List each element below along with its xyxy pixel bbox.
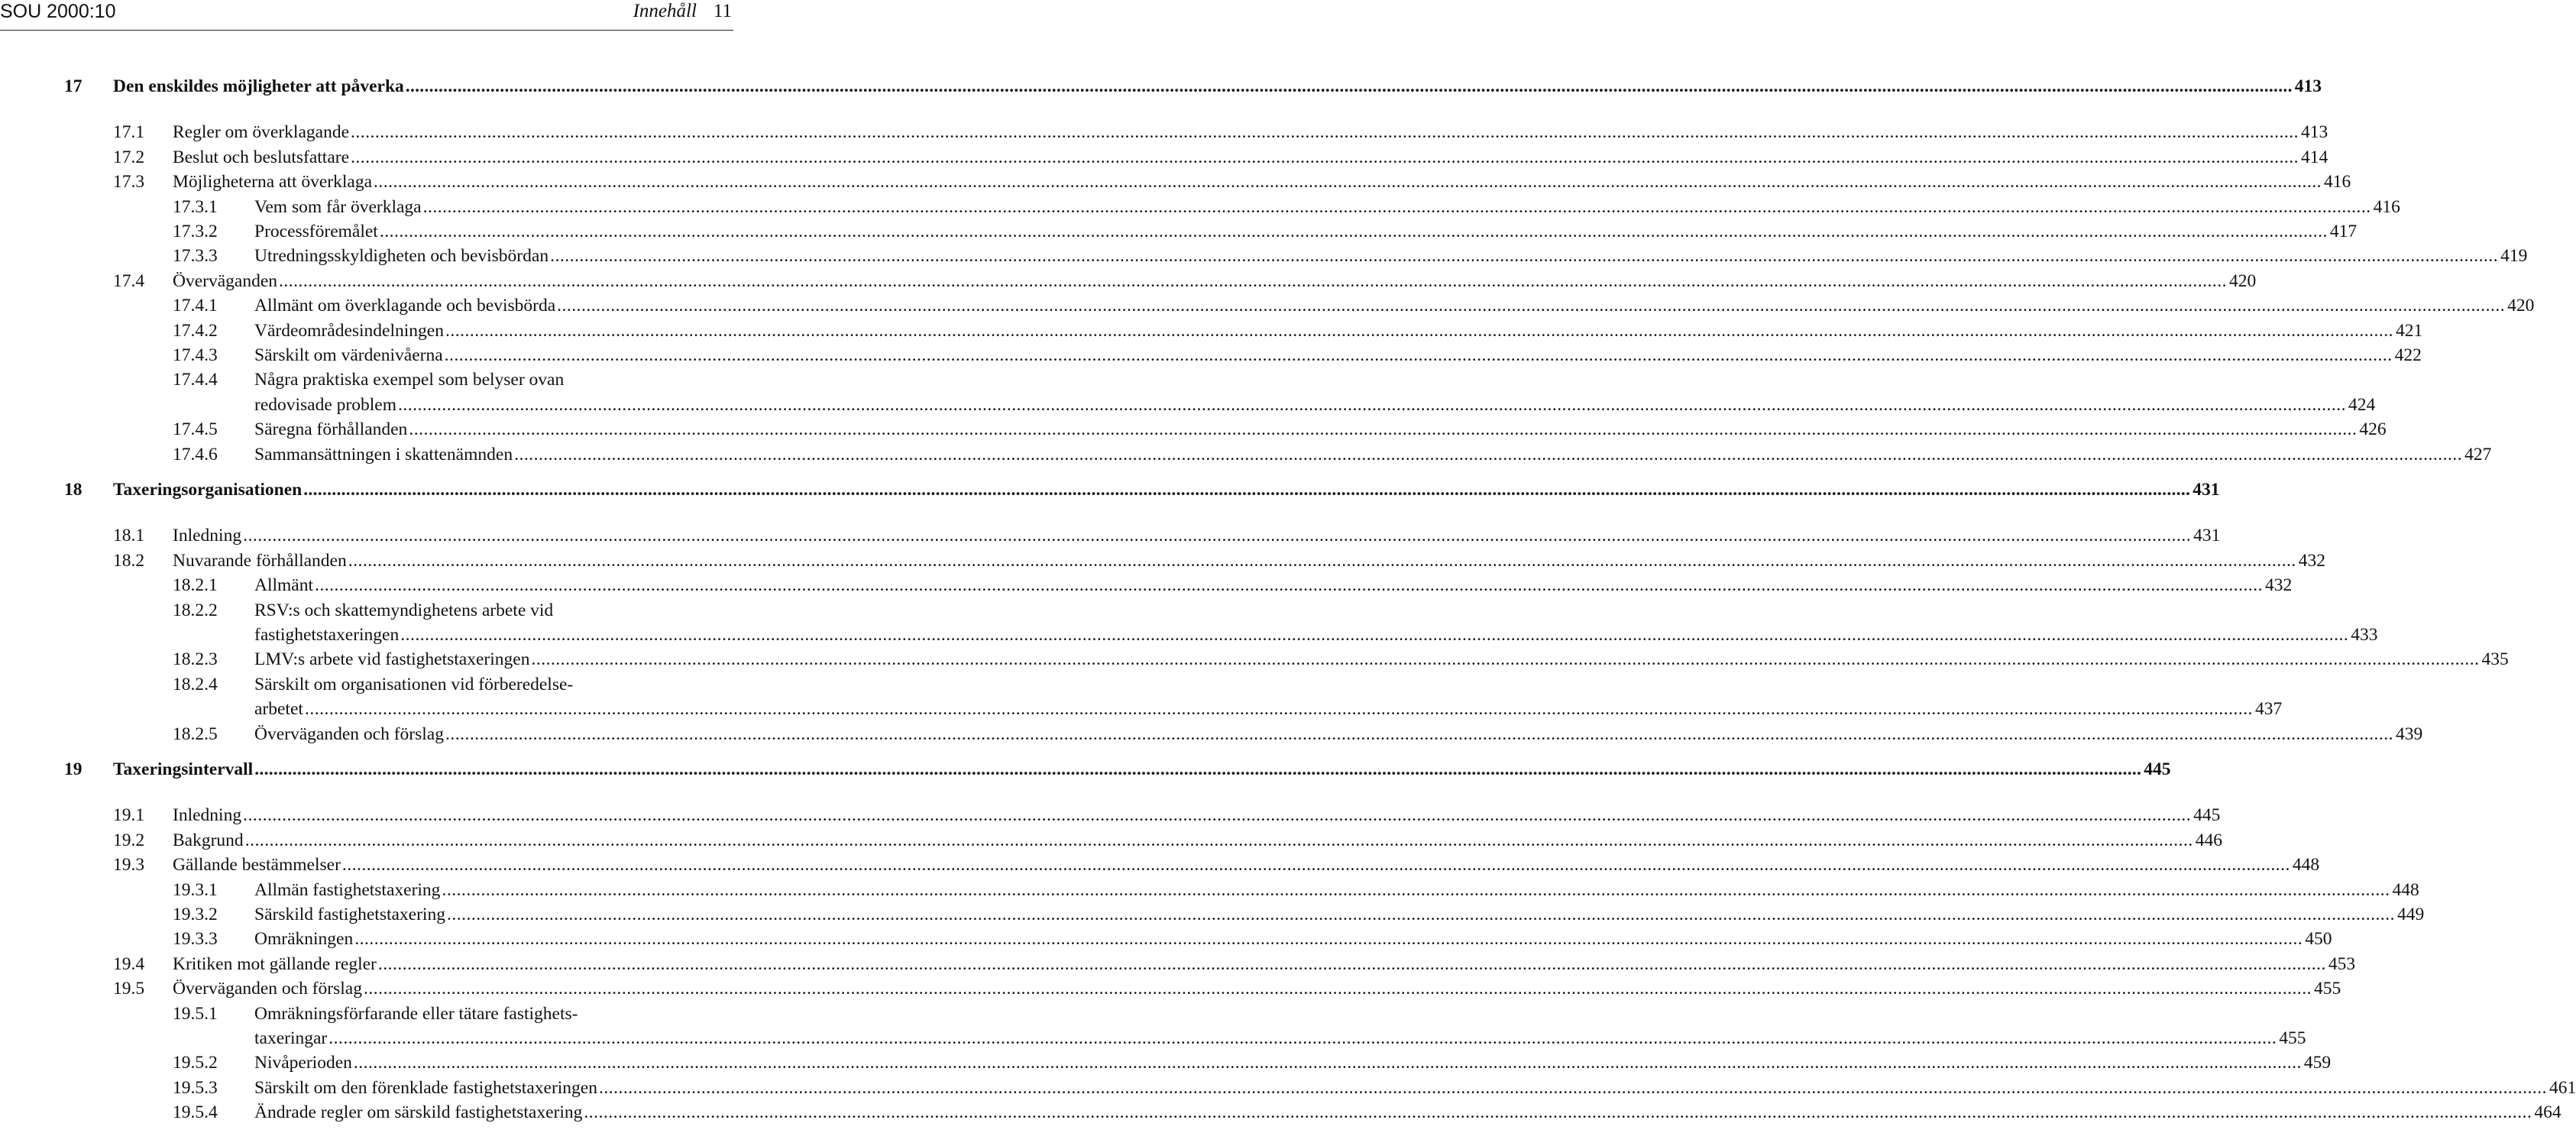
toc-entry-page: 453 (2328, 953, 2356, 974)
toc-entry (0, 368, 733, 391)
toc-entry-number: 17.3.2 (173, 222, 218, 241)
toc-entry (0, 648, 2509, 671)
toc-entry-number: 19.5.3 (173, 1077, 218, 1098)
toc-entry-page: 432 (2298, 550, 2325, 571)
toc-entry-continuation (0, 623, 2378, 646)
toc-entry (0, 220, 2358, 243)
toc-entry-page: 446 (2195, 830, 2222, 850)
dot-leader: ................................................................................................................................................................................................................................................................................................................................................................................................................ (374, 172, 2322, 193)
dot-leader: ................................................................................................................................................................................................................................................................................................................................................................................................................ (444, 345, 2393, 365)
toc-entry-title: Särskilt om organisationen vid förberedelse- (254, 674, 574, 694)
toc-entry-title: Allmänt (254, 575, 314, 596)
toc-entry-title: Sammansättningen i skattenämnden (254, 444, 513, 465)
toc-entry-title: RSV:s och skattemyndighetens arbete vid (254, 600, 554, 620)
toc-entry-number: 17 (64, 76, 83, 96)
toc-entry-number: 17.4.1 (173, 296, 218, 316)
toc-entry-page: 431 (2193, 480, 2220, 500)
toc-entry-title: Beslut och beslutsfattare (173, 147, 350, 167)
toc-entry-number: 19.3 (113, 855, 145, 876)
toc-entry (0, 853, 2320, 876)
toc-entry-number: 17.4.2 (173, 320, 218, 341)
toc-entry-number: 17.4 (113, 270, 145, 291)
toc-entry-number: 19.4 (113, 953, 145, 974)
toc-entry-title: Nuvarande förhållanden (173, 550, 347, 571)
toc-entry-title: LMV:s arbete vid fastighetstaxeringen (254, 649, 530, 670)
toc-entry (0, 1076, 2576, 1099)
dot-leader: ................................................................................................................................................................................................................................................................................................................................................................................................................ (243, 805, 2192, 826)
toc-entry (0, 879, 2419, 902)
toc-entry-number: 19.5.2 (173, 1053, 218, 1073)
toc-entry-title: fastighetstaxeringen (254, 625, 400, 645)
toc-entry (0, 478, 2220, 501)
toc-entry-title: Regler om överklagande (173, 122, 349, 143)
toc-entry-title: Allmänt om överklagande och bevisbörda (254, 296, 556, 316)
toc-entry (0, 294, 2535, 317)
report-id: SOU 2000:10 (0, 1, 116, 22)
toc-entry-page: 439 (2395, 724, 2423, 744)
dot-leader: ................................................................................................................................................................................................................................................................................................................................................................................................................ (303, 480, 2191, 500)
toc-entry (0, 927, 2332, 950)
dot-leader: ................................................................................................................................................................................................................................................................................................................................................................................................................ (351, 147, 2299, 167)
toc-entry-title: Ändrade regler om särskild fastighetstaxering (254, 1102, 583, 1123)
toc-entry-number: 19.5.4 (173, 1102, 218, 1123)
toc-entry-continuation (0, 1027, 2306, 1050)
toc-entry-number: 18.2 (113, 550, 145, 571)
toc-entry-page: 455 (2279, 1028, 2306, 1048)
dot-leader: ................................................................................................................................................................................................................................................................................................................................................................................................................ (348, 550, 2296, 571)
toc-entry (0, 146, 2328, 169)
toc-entry-number: 17.4.5 (173, 419, 218, 440)
toc-entry-number: 19.5.1 (173, 1003, 218, 1024)
dot-leader: ................................................................................................................................................................................................................................................................................................................................................................................................................ (353, 1053, 2302, 1073)
toc-entry-title: Bakgrund (173, 830, 244, 850)
toc-entry-number: 19.3.3 (173, 929, 218, 950)
toc-entry-number: 19.1 (113, 805, 145, 826)
dot-leader: ................................................................................................................................................................................................................................................................................................................................................................................................................ (341, 855, 2290, 876)
toc-entry (0, 244, 2528, 267)
toc-entry-number: 17.4.6 (173, 444, 218, 465)
dot-leader: ................................................................................................................................................................................................................................................................................................................................................................................................................ (584, 1102, 2532, 1123)
toc-entry-title: arbetet (254, 699, 303, 720)
toc-entry-number: 19 (64, 759, 83, 779)
dot-leader: ................................................................................................................................................................................................................................................................................................................................................................................................................ (379, 222, 2328, 241)
dot-leader: ................................................................................................................................................................................................................................................................................................................................................................................................................ (405, 76, 2293, 96)
toc-entry-page: 419 (2500, 246, 2528, 267)
dot-leader: ................................................................................................................................................................................................................................................................................................................................................................................................................ (363, 979, 2312, 999)
toc-entry-page: 420 (2229, 270, 2257, 291)
toc-entry-title: Värdeområdesindelningen (254, 320, 444, 341)
toc-entry-page: 432 (2265, 575, 2293, 596)
dot-leader: ................................................................................................................................................................................................................................................................................................................................................................................................................ (445, 724, 2393, 744)
dot-leader: ................................................................................................................................................................................................................................................................................................................................................................................................................ (550, 246, 2499, 267)
toc-entry (0, 1002, 733, 1025)
toc-entry-page: 448 (2292, 855, 2320, 876)
toc-entry (0, 344, 2422, 367)
dot-leader: ................................................................................................................................................................................................................................................................................................................................................................................................................ (446, 905, 2395, 924)
toc-entry-continuation (0, 698, 2283, 720)
dot-leader: ................................................................................................................................................................................................................................................................................................................................................................................................................ (422, 196, 2371, 217)
toc-entry-title: Några praktiska exempel som belyser ovan (254, 370, 565, 390)
toc-entry-title: Inledning (173, 526, 242, 546)
toc-entry-number: 18.2.5 (173, 724, 218, 744)
toc-entry-number: 17.2 (113, 147, 145, 167)
toc-entry-title: Överväganden (173, 270, 278, 291)
toc-entry (0, 1101, 2561, 1124)
dot-leader: ................................................................................................................................................................................................................................................................................................................................................................................................................ (514, 444, 2463, 465)
toc-entry (0, 599, 733, 622)
toc-entry (0, 524, 2221, 547)
dot-leader: ................................................................................................................................................................................................................................................................................................................................................................................................................ (397, 394, 2346, 415)
dot-leader: ................................................................................................................................................................................................................................................................................................................................................................................................................ (243, 526, 2192, 546)
toc-entry-page: 445 (2144, 759, 2171, 779)
dot-leader: ................................................................................................................................................................................................................................................................................................................................................................................................................ (442, 879, 2390, 900)
toc-entry-number: 19.5 (113, 979, 145, 999)
dot-leader: ................................................................................................................................................................................................................................................................................................................................................................................................................ (557, 296, 2506, 316)
toc-entry (0, 549, 2325, 572)
toc-entry-title: Den enskildes möjligheter att påverka (113, 76, 404, 96)
toc-entry (0, 196, 2400, 219)
toc-entry (0, 673, 733, 696)
toc-entry-number: 18.2.2 (173, 600, 218, 620)
toc-entry-page: 424 (2348, 394, 2376, 415)
toc-entry-page: 445 (2193, 805, 2221, 826)
toc-entry-title: Inledning (173, 805, 242, 826)
toc-entry (0, 75, 2322, 98)
toc-entry-title: Överväganden och förslag (254, 724, 444, 744)
toc-entry-page: 416 (2373, 196, 2400, 217)
toc-entry-number: 17.3 (113, 172, 145, 193)
toc-entry-page: 427 (2464, 444, 2492, 465)
toc-entry-title: Allmän fastighetstaxering (254, 879, 441, 900)
toc-entry-title: Nivåperioden (254, 1053, 352, 1073)
toc-entry (0, 418, 2387, 441)
toc-entry-number: 18.2.1 (173, 575, 218, 596)
toc-entry (0, 829, 2222, 852)
dot-leader: ................................................................................................................................................................................................................................................................................................................................................................................................................ (254, 759, 2142, 779)
toc-entry-page: 459 (2303, 1053, 2332, 1073)
toc-entry-title: Processföremålet (254, 222, 378, 241)
toc-entry-page: 435 (2481, 649, 2509, 670)
dot-leader: ................................................................................................................................................................................................................................................................................................................................................................................................................ (304, 699, 2253, 720)
toc-entry-title: Överväganden och förslag (173, 979, 362, 999)
toc-entry-number: 17.3.3 (173, 246, 218, 267)
header-right (633, 1, 732, 22)
toc-entry-number: 17.1 (113, 122, 145, 143)
toc-entry (0, 758, 2171, 781)
toc-entry-page: 464 (2534, 1102, 2561, 1123)
toc-entry-title: Taxeringsintervall (113, 759, 254, 779)
toc-entry (0, 270, 2257, 293)
page-number: 11 (713, 1, 732, 21)
dot-leader: ................................................................................................................................................................................................................................................................................................................................................................................................................ (328, 1028, 2277, 1048)
toc-entry-number: 19.3.1 (173, 879, 218, 900)
toc-entry (0, 903, 2425, 926)
toc-entry (0, 443, 2492, 466)
toc-entry-number: 18.1 (113, 526, 145, 546)
toc-entry-continuation (0, 393, 2376, 416)
toc-entry-page: 450 (2305, 929, 2332, 950)
section-name: Innehåll (633, 1, 697, 21)
toc-entry-number: 18.2.4 (173, 674, 218, 694)
toc-entry-title: Särskild fastighetstaxering (254, 905, 445, 924)
toc-entry-page: 426 (2359, 419, 2387, 440)
toc-entry-title: Särskilt om den förenklade fastighetstaxeringen (254, 1077, 597, 1098)
toc-entry-title: Vem som får överklaga (254, 196, 422, 217)
toc-entry-page: 420 (2507, 296, 2535, 316)
toc-entry (0, 977, 2341, 1000)
toc-entry-page: 414 (2301, 147, 2328, 167)
toc-entry-page: 449 (2396, 905, 2425, 924)
dot-leader: ................................................................................................................................................................................................................................................................................................................................................................................................................ (351, 122, 2299, 143)
toc-entry-page: 421 (2395, 320, 2423, 341)
toc-entry-page: 433 (2351, 625, 2378, 645)
toc-entry-page: 455 (2313, 979, 2341, 999)
toc-entry-number: 17.4.4 (173, 370, 218, 390)
toc-entry-page: 413 (2294, 76, 2322, 96)
dot-leader: ................................................................................................................................................................................................................................................................................................................................................................................................................ (244, 830, 2193, 850)
page-header (0, 0, 733, 26)
toc-entry (0, 804, 2221, 827)
toc-entry (0, 319, 2423, 342)
dot-leader: ................................................................................................................................................................................................................................................................................................................................................................................................................ (377, 953, 2326, 974)
toc-entry-number: 17.3.1 (173, 196, 218, 217)
toc-entry (0, 121, 2328, 144)
toc-entry-title: Omräkningsförfarande eller tätare fastighets- (254, 1003, 578, 1024)
dot-leader: ................................................................................................................................................................................................................................................................................................................................................................................................................ (531, 649, 2480, 670)
toc-entry-title: Omräkningen (254, 929, 354, 950)
dot-leader: ................................................................................................................................................................................................................................................................................................................................................................................................................ (315, 575, 2264, 596)
toc-entry-title: Möjligheterna att överklaga (173, 172, 373, 193)
toc-entry-title: Särskilt om värdenivåerna (254, 345, 443, 365)
toc-entry (0, 1051, 2332, 1074)
toc-entry-page: 448 (2392, 879, 2419, 900)
toc-entry-number: 17.4.3 (173, 345, 218, 365)
toc-entry-number: 19.3.2 (173, 905, 218, 924)
dot-leader: ................................................................................................................................................................................................................................................................................................................................................................................................................ (400, 625, 2349, 645)
toc-entry-title: Säregna förhållanden (254, 419, 408, 440)
toc-entry (0, 170, 2351, 193)
header-rule (0, 30, 733, 31)
toc-entry-page: 417 (2329, 222, 2358, 241)
dot-leader: ................................................................................................................................................................................................................................................................................................................................................................................................................ (598, 1077, 2547, 1098)
toc-entry-page: 422 (2394, 345, 2422, 365)
toc-entry-page: 431 (2193, 526, 2221, 546)
toc-entry-title: Taxeringsorganisationen (113, 480, 303, 500)
toc-entry-title: Gällande bestämmelser (173, 855, 341, 876)
toc-entry (0, 953, 2356, 976)
toc-entry-number: 18.2.3 (173, 649, 218, 670)
toc-entry-page: 437 (2254, 699, 2283, 720)
toc-entry-page: 416 (2324, 172, 2351, 193)
toc-entry (0, 574, 2293, 597)
dot-leader: ................................................................................................................................................................................................................................................................................................................................................................................................................ (445, 320, 2393, 341)
toc-entry-title: redovisade problem (254, 394, 396, 415)
toc-entry-number: 18 (64, 480, 83, 500)
toc-entry-title: taxeringar (254, 1028, 328, 1048)
toc-entry-title: Kritiken mot gällande regler (173, 953, 377, 974)
dot-leader: ................................................................................................................................................................................................................................................................................................................................................................................................................ (354, 929, 2303, 950)
toc-entry-title: Utredningsskyldigheten och bevisbördan (254, 246, 549, 267)
toc-entry-page: 461 (2548, 1077, 2576, 1098)
toc-entry-page: 413 (2301, 122, 2328, 143)
dot-leader: ................................................................................................................................................................................................................................................................................................................................................................................................................ (409, 419, 2358, 440)
toc-entry-number: 19.2 (113, 830, 145, 850)
dot-leader: ................................................................................................................................................................................................................................................................................................................................................................................................................ (279, 270, 2228, 291)
toc-entry (0, 723, 2423, 746)
